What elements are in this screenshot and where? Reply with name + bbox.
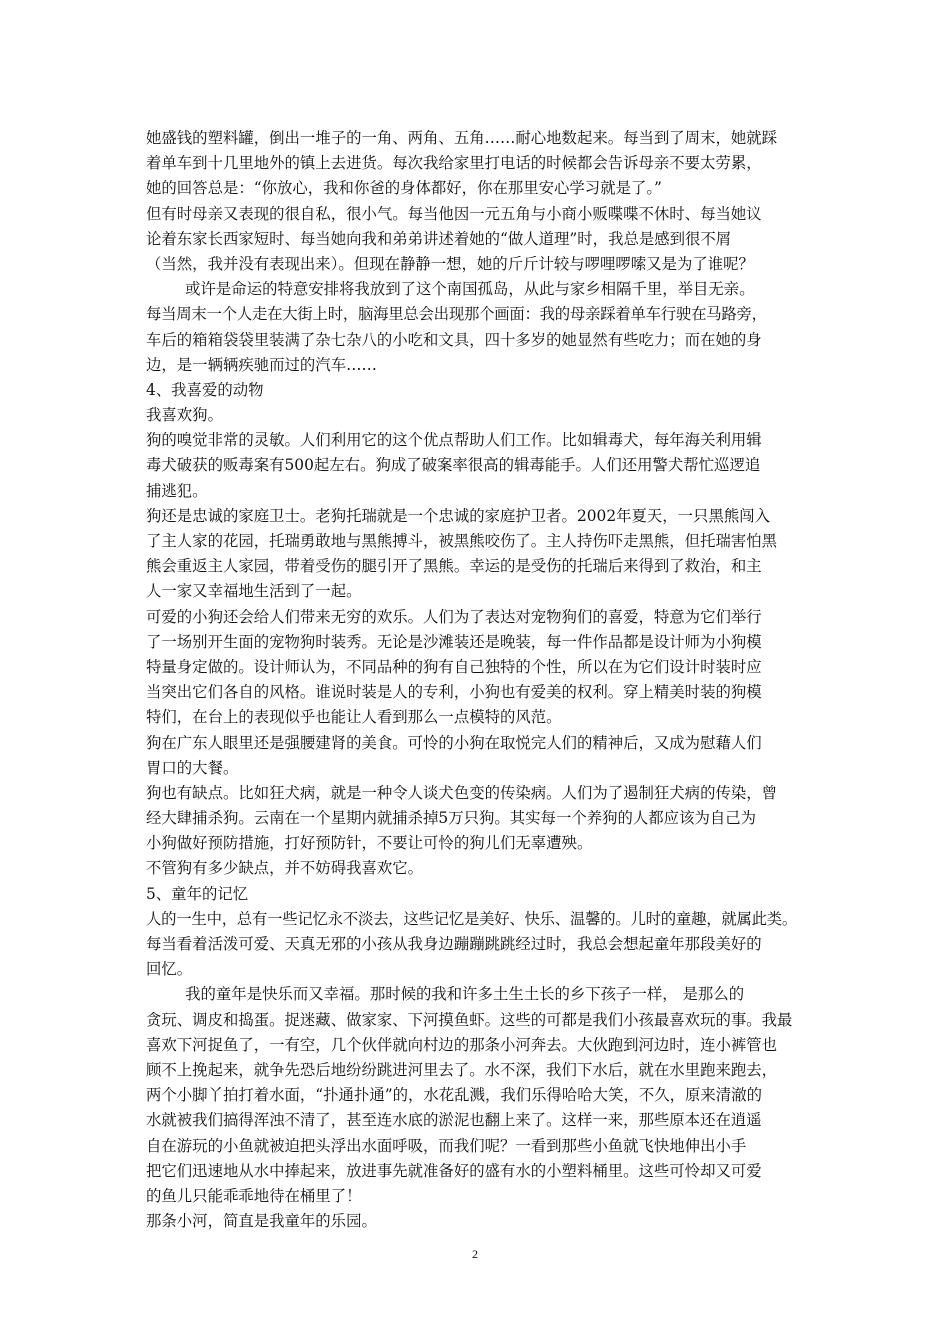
text-line: 人一家又幸福地生活到了一起。 xyxy=(146,582,362,601)
text-line: 喜欢下河捉鱼了，一有空，几个伙伴就向村边的那条小河奔去。大伙跑到河边时，连小裤管也 xyxy=(146,1035,778,1054)
text-line: 那条小河，简直是我童年的乐园。 xyxy=(146,1212,377,1231)
text-line: 边，是一辆辆疾驰而过的汽车…… xyxy=(146,355,377,374)
text-line: 水就被我们搞得浑浊不清了，甚至连水底的淤泥也翻上来了。这样一来，那些原本还在逍遥 xyxy=(146,1111,762,1130)
text-line: 毒犬破获的贩毒案有500起左右。狗成了破案率很高的辑毒能手。人们还用警犬帮忙巡逻追 xyxy=(146,456,761,475)
text-line: 贪玩、调皮和捣蛋。捉迷藏、做家家、下河摸鱼虾。这些的可都是我们小孩最喜欢玩的事。我最 xyxy=(146,1010,793,1029)
page-number: 2 xyxy=(472,1247,478,1261)
text-line: 把它们迅速地从水中捧起来，放进事先就准备好的盛有水的小塑料桶里。这些可怜却又可爱 xyxy=(146,1161,762,1180)
text-line: 我喜欢狗。 xyxy=(146,406,223,425)
text-line: 她的回答总是：“你放心，我和你爸的身体都好，你在那里安心学习就是了。” xyxy=(146,179,662,198)
document-body xyxy=(146,126,822,1234)
section-heading: 4、我喜爱的动物 xyxy=(146,380,264,399)
text-line: 不管狗有多少缺点，并不妨碍我喜欢它。 xyxy=(146,859,424,878)
text-line: 狗在广东人眼里还是强腰建肾的美食。可怜的小狗在取悦完人们的精神后，又成为慰藉人们 xyxy=(146,733,762,752)
text-line: 经大肆捕杀狗。云南在一个星期内就捕杀掉5万只狗。其实每一个养狗的人都应该为自己为 xyxy=(146,809,757,828)
text-line: 小狗做好预防措施，打好预防针，不要让可怜的狗儿们无辜遭殃。 xyxy=(146,834,593,853)
text-line: 或许是命运的特意安排将我放到了这个南国孤岛，从此与家乡相隔千里，举目无亲。 xyxy=(146,280,755,299)
text-line: 她盛钱的塑料罐，倒出一堆子的一角、两角、五角……耐心地数起来。每当到了周末，她就踩 xyxy=(146,129,778,147)
text-line: 论着东家长西家短时、每当她向我和弟弟讲述着她的“做人道理”时，我总是感到很不屑 xyxy=(146,229,732,248)
text-line: 胃口的大餐。 xyxy=(146,758,239,777)
text-line: 狗也有缺点。比如狂犬病，就是一种令人谈犬色变的传染病。人们为了遏制狂犬病的传染，曾 xyxy=(146,783,778,802)
text-line: 自在游玩的小鱼就被迫把头浮出水面呼吸，而我们呢？一看到那些小鱼就飞快地伸出小手 xyxy=(146,1136,747,1155)
text-line: 熊会重返主人家园，带着受伤的腿引开了黑熊。幸运的是受伤的托瑞后来得到了救治，和主 xyxy=(146,557,762,576)
text-line: （当然，我并没有表现出来）。但现在静静一想，她的斤斤计较与啰哩啰嗦又是为了谁呢？ xyxy=(146,254,754,273)
text-line: 着单车到十几里地外的镇上去进货。每次我给家里打电话的时候都会告诉母亲不要太劳累， xyxy=(146,154,762,173)
text-line: 了主人家的花园，托瑞勇敢地与黑熊搏斗，被黑熊咬伤了。主人持伤吓走黑熊，但托瑞害怕黑 xyxy=(146,532,778,550)
text-line: 人的一生中，总有一些记忆永不淡去，这些记忆是美好、快乐、温馨的。儿时的童趣，就属此类。 xyxy=(146,909,798,928)
text-line: 狗的嗅觉非常的灵敏。人们利用它的这个优点帮助人们工作。比如辑毒犬，每年海关利用辑 xyxy=(146,431,762,450)
text-line: 回忆。 xyxy=(146,960,193,979)
text-line: 捕逃犯。 xyxy=(146,481,208,500)
text-line: 每当周末一个人走在大街上时，脑海里总会出现那个画面：我的母亲踩着单车行驶在马路旁， xyxy=(146,305,767,324)
text-line: 特量身定做的。设计师认为，不同品种的狗有自己独特的个性，所以在为它们设计时装时应 xyxy=(146,657,762,676)
section-heading: 5、童年的记忆 xyxy=(146,884,249,903)
text-line: 当突出它们各自的风格。谁说时装是人的专利，小狗也有爱美的权利。穿上精美时装的狗模 xyxy=(146,683,762,702)
text-line: 特们，在台上的表现似乎也能让人看到那么一点模特的风范。 xyxy=(146,708,562,727)
text-line: 了一场别开生面的宠物狗时装秀。无论是沙滩装还是晚装，每一件作品都是设计师为小狗模 xyxy=(146,632,762,651)
text-line: 顾不上挽起来，就争先恐后地纷纷跳进河里去了。水不深，我们下水后，就在水里跑来跑去， xyxy=(146,1060,778,1079)
text-line: 每当看着活泼可爱、天真无邪的小孩从我身边蹦蹦跳跳经过时，我总会想起童年那段美好的 xyxy=(146,935,762,953)
text-line: 狗还是忠诚的家庭卫士。老狗托瑞就是一个忠诚的家庭护卫者。2002年夏天，一只黑熊闯入 xyxy=(146,506,771,525)
text-line: 可爱的小狗还会给人们带来无穷的欢乐。人们为了表达对宠物狗们的喜爱，特意为它们举行 xyxy=(146,607,762,626)
text-line: 两个小脚丫拍打着水面，“扑通扑通”的，水花乱溅，我们乐得哈哈大笑，不久，原来清澈的 xyxy=(146,1086,762,1105)
text-line: 车后的箱箱袋袋里装满了杂七杂八的小吃和文具，四十多岁的她显然有些吃力；而在她的身 xyxy=(146,330,762,349)
text-line: 的鱼儿只能乖乖地待在桶里了！ xyxy=(146,1186,362,1205)
text-line: 我的童年是快乐而又幸福。那时候的我和许多土生土长的乡下孩子一样， 是那么的 xyxy=(146,985,745,1004)
text-line: 但有时母亲又表现的很自私，很小气。每当他因一元五角与小商小贩喋喋不休时、每当她议 xyxy=(146,204,762,223)
